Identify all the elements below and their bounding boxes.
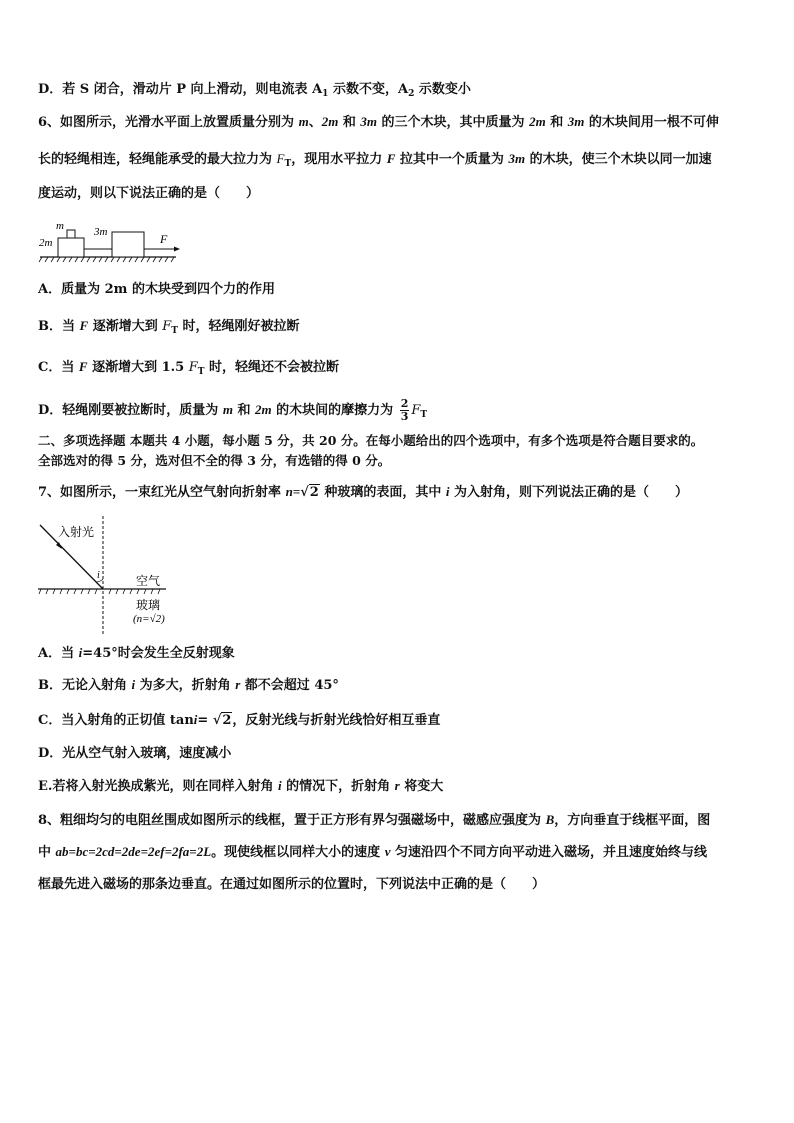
text: 当: [61, 360, 79, 375]
text: 为入射角，则下列说法正确的是（ ）: [449, 485, 689, 500]
var-i: i: [277, 778, 282, 793]
var-2m: 2m: [255, 402, 272, 417]
var-i: i: [445, 484, 450, 499]
text: ，方向垂直于线框平面，图: [554, 813, 711, 828]
option-label: C．: [38, 360, 62, 375]
text: 的木块间的摩擦力为: [271, 403, 398, 418]
text: 8、粗细均匀的电阻丝围成如图所示的线框，置于正方形有界匀强磁场中，磁感应强度为: [38, 813, 546, 828]
q7-option-c: [38, 712, 440, 729]
q6-option-d: [38, 398, 427, 423]
arrow-right-icon: [174, 247, 180, 252]
text: 都不会超过 45°: [240, 678, 339, 693]
label-angle-i: i: [97, 570, 100, 581]
text: =45°时会发生全反射现象: [82, 646, 235, 661]
block-2m: [58, 238, 84, 257]
fraction: [400, 398, 410, 423]
option-text: 示数变小: [414, 82, 471, 97]
text: 的情况下，折射角: [281, 779, 395, 794]
var-2m: 2m: [529, 114, 546, 129]
text: ，反射光线与折射光线恰好相互垂直: [232, 713, 441, 728]
text: 7、如图所示，一束红光从空气射向折射率: [38, 485, 286, 500]
label-glass: 玻璃: [136, 598, 161, 612]
var-r: r: [235, 677, 241, 692]
var-3m: 3m: [360, 114, 378, 129]
option-label: B．: [38, 678, 62, 693]
subscript: 1: [322, 89, 329, 99]
option-label: C．: [38, 713, 62, 728]
q7-refraction-figure: [36, 514, 176, 638]
var-3m: 3m: [508, 151, 526, 166]
var-m: m: [298, 114, 309, 129]
text: 和: [545, 115, 568, 130]
option-label: D．: [38, 746, 63, 761]
var-B: B: [545, 812, 555, 827]
text: 的木块，使三个木块以同一加速: [525, 152, 712, 167]
section2-line2: 全部选对的得 5 分，选对但不全的得 3 分，有选错的得 0 分。: [38, 453, 391, 468]
label-air: 空气: [136, 574, 161, 588]
text: 的三个木块，其中质量为: [377, 115, 530, 130]
text: ，现用水平拉力: [291, 152, 387, 167]
text: 逐渐增大到 1.5: [87, 360, 189, 375]
var-F: F: [78, 359, 88, 374]
q7-option-b: [38, 677, 339, 694]
text: 中: [38, 845, 56, 860]
option-text: 示数不变，A: [328, 82, 409, 97]
text: 逐渐增大到: [88, 319, 163, 334]
var-F: F: [411, 403, 421, 418]
q8-stem-line3: 框最先进入磁场的那条边垂直。在通过如图所示的位置时，下列说法中正确的是（ ）: [38, 877, 546, 892]
q6-stem-line2: [38, 151, 712, 172]
var-F: F: [188, 360, 198, 375]
var-v: v: [384, 844, 391, 859]
text: 为多大，折射角: [135, 678, 236, 693]
sqrt: √2: [300, 485, 319, 500]
text: 。现使线框以同样大小的速度: [211, 845, 385, 860]
sqrt: √2: [212, 713, 232, 728]
q6-option-b: [38, 318, 300, 339]
option-label: B．: [38, 319, 62, 334]
q7-option-a: [38, 645, 235, 662]
option-label: E.: [38, 779, 53, 794]
text: 种玻璃的表面，其中: [319, 485, 446, 500]
label-3m: 3m: [94, 226, 108, 238]
option-text: 若 S 闭合，滑动片 P 向上滑动，则电流表 A: [62, 82, 323, 97]
q6-blocks-figure: [38, 218, 188, 264]
text: 若将入射光换成紫光，则在同样入射角: [52, 779, 278, 794]
text: 当: [62, 319, 80, 334]
text: 的木块间用一根不可伸: [584, 115, 719, 130]
text: 和: [232, 403, 255, 418]
var-r: r: [394, 778, 400, 793]
text: 当入射角的正切值 tan: [61, 713, 194, 728]
q7-stem: [38, 484, 688, 501]
var-2m: 2m: [321, 114, 339, 129]
option-label: D．: [38, 82, 63, 97]
text: =: [197, 713, 213, 728]
q7-option-d: [38, 746, 231, 762]
label-2m: 2m: [39, 237, 53, 249]
var-n: n=: [285, 484, 301, 499]
q6-stem-line1: [38, 114, 719, 131]
radicand: 2: [309, 485, 319, 500]
label-n: (n=√2): [133, 613, 165, 625]
text: 匀速沿四个不同方向平动进入磁场，并且速度始终与线: [390, 845, 708, 860]
var-i: i: [78, 645, 83, 660]
option-label: D．: [38, 403, 63, 418]
option-label: A．: [38, 282, 62, 297]
var-F: F: [79, 318, 89, 333]
text: 无论入射角: [62, 678, 132, 693]
text: 和: [338, 115, 361, 130]
var-F: F: [276, 151, 285, 166]
section2-line1: 二、多项选择题 本题共 4 小题，每小题 5 分，共 20 分。在每小题给出的四个选项中，有多个选项是符合题目要求的。: [38, 433, 704, 448]
text: 、: [308, 115, 322, 130]
equation: ab=bc=2cd=2de=2ef=2fa=2L: [55, 844, 212, 859]
text: 6、如图所示，光滑水平面上放置质量分别为: [38, 115, 299, 130]
subscript: T: [420, 410, 428, 420]
subscript: T: [284, 159, 292, 169]
label-F: F: [160, 232, 168, 246]
var-F: F: [386, 151, 396, 166]
q7-option-e: [38, 778, 443, 795]
q6-stem-line3: 度运动，则以下说法正确的是（ ）: [38, 186, 260, 201]
var-F: F: [162, 319, 172, 334]
text: 长的轻绳相连，轻绳能承受的最大拉力为: [38, 152, 277, 167]
option-text: 光从空气射入玻璃，速度减小: [62, 746, 232, 761]
subscript: 2: [408, 89, 415, 99]
var-m: m: [222, 402, 233, 417]
radicand: 2: [222, 713, 232, 728]
option-label: A．: [38, 646, 62, 661]
text: 拉其中一个质量为: [395, 152, 509, 167]
subscript: T: [171, 326, 178, 336]
prev-option-d: [38, 82, 471, 102]
q8-stem-line2: [38, 844, 707, 861]
var-3m: 3m: [567, 114, 585, 129]
text: 将变大: [399, 779, 444, 794]
label-m: m: [56, 220, 64, 232]
q8-stem-line1: [38, 812, 710, 829]
label-incident: 入射光: [58, 525, 95, 539]
q6-option-c: [38, 359, 339, 380]
numerator: 2: [400, 397, 409, 410]
q6-option-a: [38, 282, 275, 298]
text: 时，轻绳还不会被拉断: [204, 360, 340, 375]
block-3m: [112, 232, 144, 257]
block-m: [67, 230, 75, 238]
var-i: i: [193, 712, 198, 727]
var-i: i: [131, 677, 136, 692]
text: 当: [61, 646, 79, 661]
denominator: 3: [400, 410, 409, 423]
text: 时，轻绳刚好被拉断: [178, 319, 300, 334]
text: 轻绳刚要被拉断时，质量为: [62, 403, 223, 418]
subscript: T: [197, 367, 205, 377]
option-text: 质量为 2m 的木块受到四个力的作用: [61, 282, 275, 297]
